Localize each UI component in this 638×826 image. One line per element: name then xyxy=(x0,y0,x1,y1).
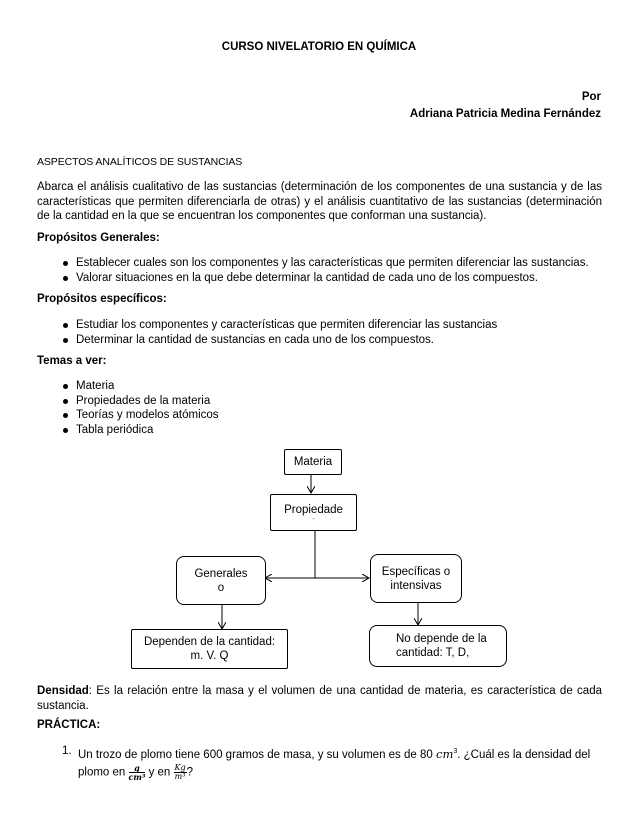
list-item: Tabla periódica xyxy=(37,423,219,438)
intro-paragraph: Abarca el análisis cualitativo de las sustancias (determinación de los componentes de una sustancia y de las características que permiten diferenciarla de otras) y el análisis cuantitativo de las sustancias (determinación de la cantidad en la que se encuentran los componentes que conforman una sustancia). xyxy=(37,181,602,222)
fraction-2-denominator: m³ xyxy=(174,771,186,781)
fraction-1-numerator: g xyxy=(129,764,146,773)
node-generales xyxy=(176,556,266,605)
node-materia-label: Materia xyxy=(293,456,333,468)
node-no-depende xyxy=(369,625,507,667)
list-item: Determinar la cantidad de sustancias en cada uno de los compuestos. xyxy=(37,333,497,348)
section-heading: ASPECTOS ANALÍTICOS DE SUSTANCIAS xyxy=(37,156,243,168)
list-item: Teorías y modelos atómicos xyxy=(37,408,219,423)
fraction-1-denominator: cm³ xyxy=(128,771,146,782)
node-dependen xyxy=(131,629,288,669)
list-item: Propiedades de la materia xyxy=(37,394,219,409)
node-especificas-line2: intensivas xyxy=(390,579,442,592)
list-item: Materia xyxy=(37,379,219,394)
author-name: Adriana Patricia Medina Fernández xyxy=(409,108,601,120)
densidad-term: Densidad xyxy=(37,685,89,697)
unit-exponent: 3 xyxy=(453,748,458,755)
node-propiedades-label-cont: - xyxy=(312,515,315,523)
node-no-depende-line1: No depende de la xyxy=(396,633,487,645)
node-generales-line1: Generales xyxy=(194,567,248,580)
author-prefix: Por xyxy=(581,91,601,103)
node-generales-line2: o xyxy=(217,581,225,594)
exercise-text-b: . ¿Cuál es la densidad del xyxy=(457,748,591,761)
unit-cm: cm xyxy=(436,746,454,761)
propositos-especificos-heading: Propósitos específicos: xyxy=(37,293,167,305)
node-propiedades xyxy=(270,494,357,531)
node-dependen-line1: Dependen de la cantidad: xyxy=(143,636,276,648)
list-item: Establecer cuales son los componentes y las características que permiten diferenciar las sustancias. xyxy=(37,256,589,271)
densidad-definition: : Es la relación entre la masa y el volumen de una cantidad de materia, es característica de cada sustancia. xyxy=(37,685,602,712)
node-no-depende-line2: cantidad: T, D, xyxy=(396,647,470,659)
node-especificas xyxy=(370,554,462,603)
node-dependen-line2: m. V. Q xyxy=(190,650,229,662)
practica-heading: PRÁCTICA: xyxy=(37,719,101,731)
list-item: Estudiar los componentes y características que permiten diferenciar las sustancias xyxy=(37,318,497,333)
practica-exercise-1 xyxy=(62,744,602,781)
document-title: CURSO NIVELATORIO EN QUÍMICA xyxy=(221,41,417,53)
fraction-kg-per-m3 xyxy=(174,764,187,781)
exercise-text-d: y en xyxy=(148,766,171,779)
propositos-generales-heading: Propósitos Generales: xyxy=(37,232,160,244)
node-propiedades-label: Propiedade xyxy=(284,503,343,516)
fraction-g-per-cm3 xyxy=(129,764,146,781)
exercise-text-a: Un trozo de plomo tiene 600 gramos de masa, y su volumen es de 80 xyxy=(78,748,433,761)
list-item: Valorar situaciones en la que debe determinar la cantidad de cada uno de los compuestos. xyxy=(37,271,589,286)
exercise-text-c: plomo en xyxy=(78,766,126,779)
fraction-2-numerator: Kg xyxy=(174,762,186,772)
exercise-number: 1. xyxy=(62,745,72,757)
densidad-paragraph xyxy=(37,684,602,713)
node-especificas-line1: Específicas o xyxy=(381,565,451,578)
node-materia xyxy=(284,449,342,475)
exercise-text-e: ? xyxy=(186,766,194,779)
temas-heading: Temas a ver: xyxy=(37,355,107,367)
